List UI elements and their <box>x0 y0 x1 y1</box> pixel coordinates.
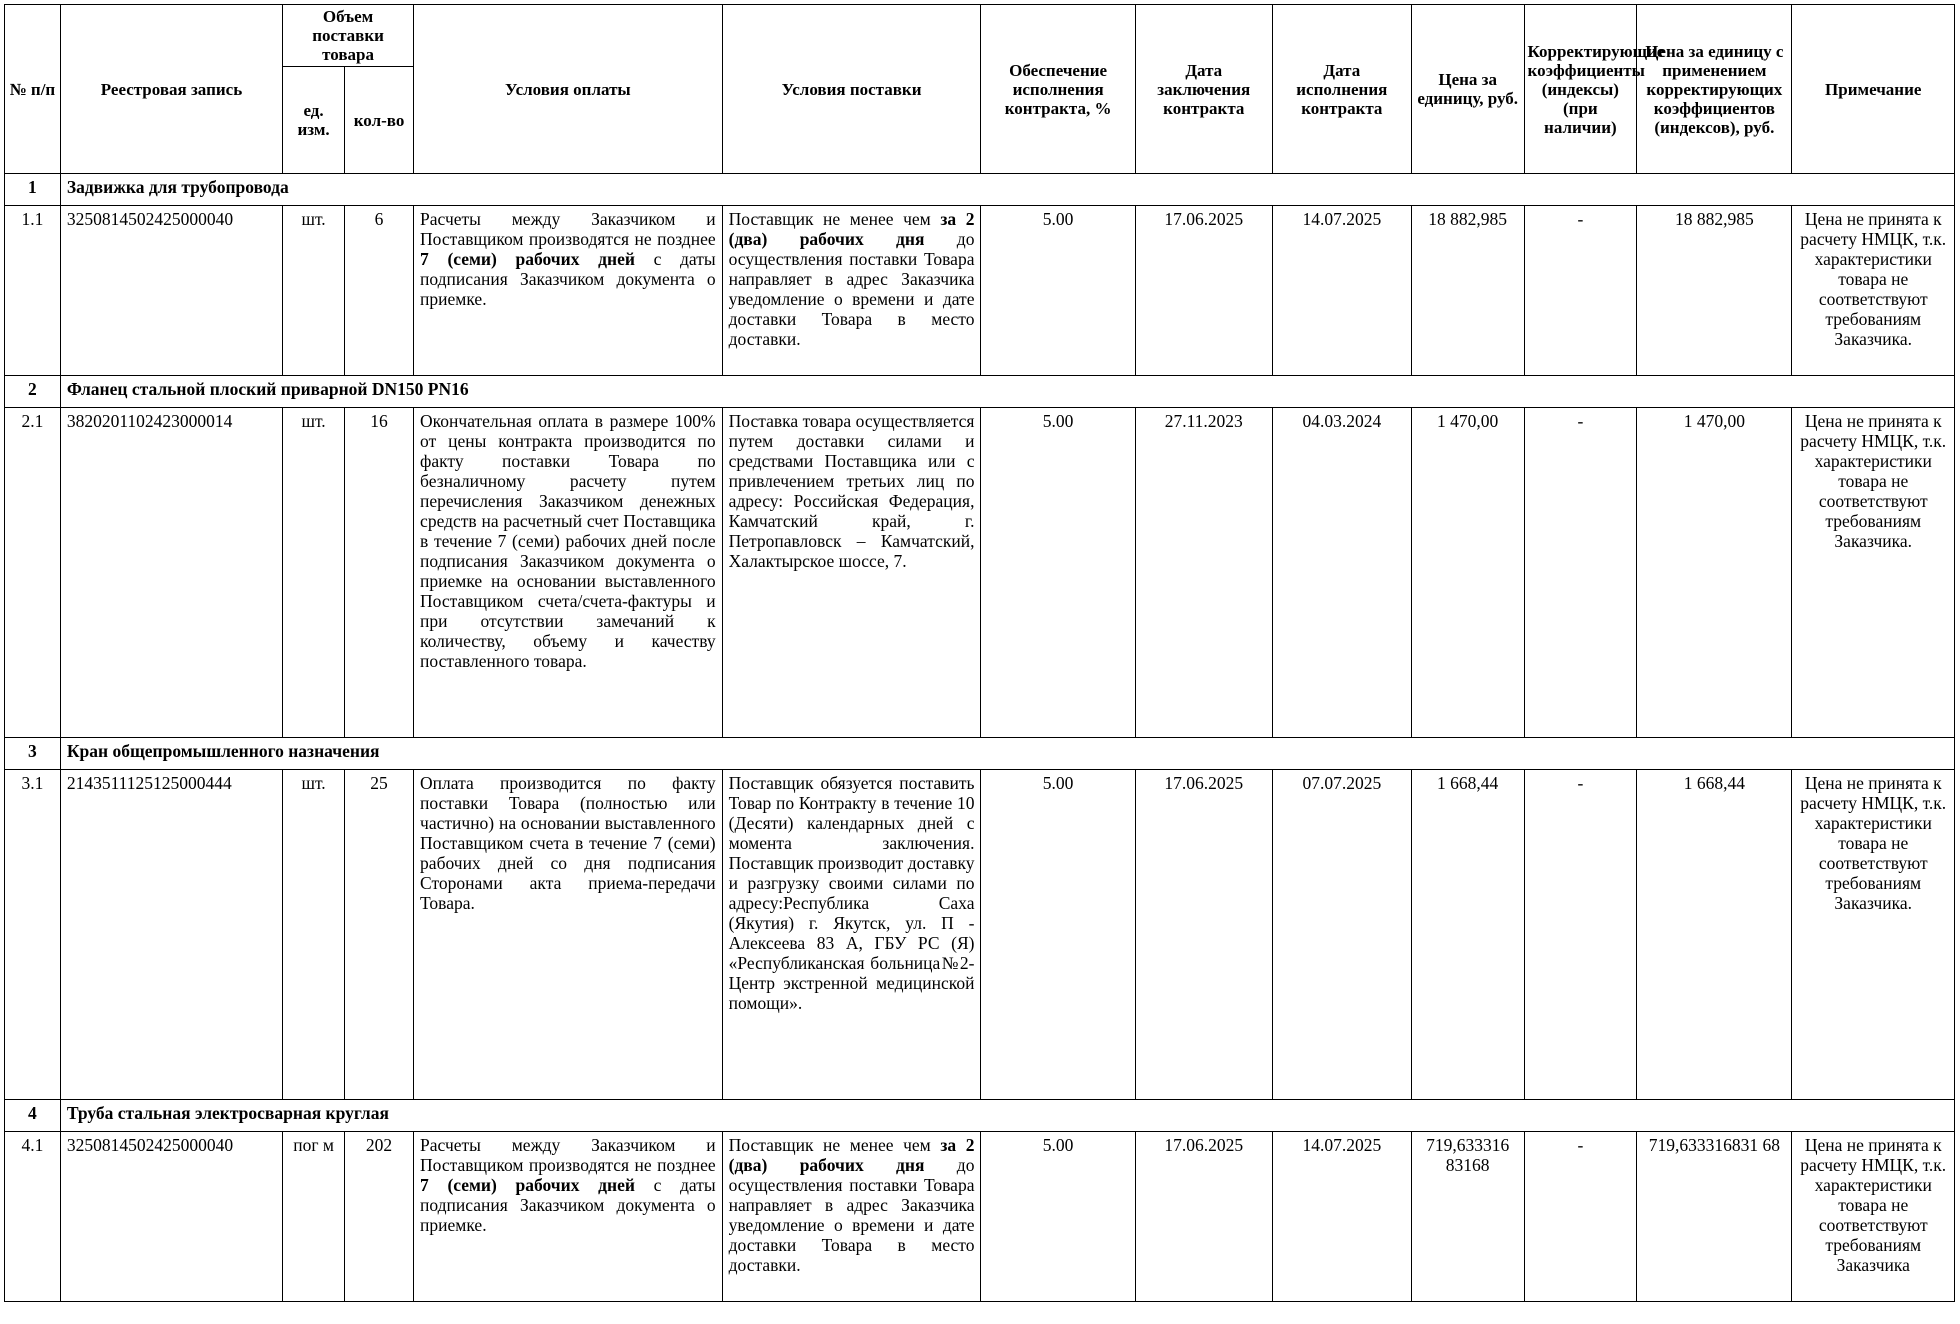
execution-date-cell: 07.07.2025 <box>1272 770 1411 1100</box>
conclusion-date-cell: 27.11.2023 <box>1135 408 1272 738</box>
coefficients-cell: - <box>1524 408 1637 738</box>
section-row <box>5 174 1955 206</box>
delivery-terms: Поставщик не менее чем за 2 (два) рабочих дня до осуществления поставки Товара направляет в адрес Заказчика уведомление о времени и дате доставки Товара в место доставки. <box>722 1132 981 1302</box>
unit-cell: шт. <box>283 206 345 376</box>
table-row <box>5 770 1955 1100</box>
section-row <box>5 738 1955 770</box>
coefficients-cell: - <box>1524 770 1637 1100</box>
conclusion-date-cell: 17.06.2025 <box>1135 1132 1272 1302</box>
adj-price-cell: 18 882,985 <box>1637 206 1792 376</box>
header-conclusion-date: Дата заключения контракта <box>1135 5 1272 174</box>
unit-cell: шт. <box>283 770 345 1100</box>
header-registry: Реестровая запись <box>60 5 282 174</box>
security-cell: 5.00 <box>981 1132 1135 1302</box>
execution-date-cell: 14.07.2025 <box>1272 206 1411 376</box>
payment-terms: Окончательная оплата в размере 100% от цены контракта производится по факту поставки Товара по безналичному расчету путем перечисления Заказчиком денежных средств на расчетный счет Поставщика в течение 7 (семи) рабочих дней после подписания Заказчиком документа о приемке на основании выставленного Поставщиком счета/счета-фактуры и при отсутствии замечаний к количеству, объему и качеству поставленного товара. <box>414 408 723 738</box>
header-execution-date: Дата исполнения контракта <box>1272 5 1411 174</box>
section-number: 1 <box>5 174 61 206</box>
section-number: 3 <box>5 738 61 770</box>
registry-entry: 3250814502425000040 <box>60 206 282 376</box>
section-number: 2 <box>5 376 61 408</box>
note-cell: Цена не принята к расчету НМЦК, т.к. характеристики товара не соответствуют требованиям Заказчика. <box>1792 770 1955 1100</box>
qty-cell: 16 <box>345 408 414 738</box>
adj-price-cell: 1 668,44 <box>1637 770 1792 1100</box>
note-cell: Цена не принята к расчету НМЦК, т.к. характеристики товара не соответствуют требованиям Заказчика <box>1792 1132 1955 1302</box>
delivery-terms: Поставщик не менее чем за 2 (два) рабочих дня до осуществления поставки Товара направляет в адрес Заказчика уведомление о времени и дате доставки Товара в место доставки. <box>722 206 981 376</box>
header-security: Обеспечение исполнения контракта, % <box>981 5 1135 174</box>
section-title: Труба стальная электросварная круглая <box>60 1100 1954 1132</box>
execution-date-cell: 04.03.2024 <box>1272 408 1411 738</box>
security-cell: 5.00 <box>981 206 1135 376</box>
section-title: Кран общепромышленного назначения <box>60 738 1954 770</box>
payment-terms: Оплата производится по факту поставки Товара (полностью или частично) на основании выставленного Поставщиком счета в течение 7 (семи) рабочих дней со дня подписания Сторонами акта приема-передачи Товара. <box>414 770 723 1100</box>
row-number: 2.1 <box>5 408 61 738</box>
registry-table <box>4 4 1955 1302</box>
note-cell: Цена не принята к расчету НМЦК, т.к. характеристики товара не соответствуют требованиям Заказчика. <box>1792 408 1955 738</box>
table-row <box>5 1132 1955 1302</box>
qty-cell: 202 <box>345 1132 414 1302</box>
table-row <box>5 206 1955 376</box>
security-cell: 5.00 <box>981 770 1135 1100</box>
row-number: 1.1 <box>5 206 61 376</box>
section-title: Фланец стальной плоский приварной DN150 PN16 <box>60 376 1954 408</box>
unit-price-cell: 719,633316 83168 <box>1411 1132 1524 1302</box>
security-cell: 5.00 <box>981 408 1135 738</box>
section-row <box>5 1100 1955 1132</box>
header-adj-price: Цена за единицу с применением корректирующих коэффициентов (индексов), руб. <box>1637 5 1792 174</box>
conclusion-date-cell: 17.06.2025 <box>1135 206 1272 376</box>
adj-price-cell: 719,633316831 68 <box>1637 1132 1792 1302</box>
unit-price-cell: 1 470,00 <box>1411 408 1524 738</box>
header-volume: Объем поставки товара <box>283 5 414 67</box>
header-num: № п/п <box>5 5 61 174</box>
header-coefficients: Корректирующие коэффициенты (индексы) (при наличии) <box>1524 5 1637 174</box>
conclusion-date-cell: 17.06.2025 <box>1135 770 1272 1100</box>
qty-cell: 25 <box>345 770 414 1100</box>
section-row <box>5 376 1955 408</box>
header-delivery: Условия поставки <box>722 5 981 174</box>
note-cell: Цена не принята к расчету НМЦК, т.к. характеристики товара не соответствуют требованиям Заказчика. <box>1792 206 1955 376</box>
header-unit: ед. изм. <box>283 67 345 174</box>
payment-terms: Расчеты между Заказчиком и Поставщиком производятся не позднее 7 (семи) рабочих дней с даты подписания Заказчиком документа о приемке. <box>414 1132 723 1302</box>
row-number: 4.1 <box>5 1132 61 1302</box>
header-note: Примечание <box>1792 5 1955 174</box>
coefficients-cell: - <box>1524 1132 1637 1302</box>
header-unit-price: Цена за единицу, руб. <box>1411 5 1524 174</box>
coefficients-cell: - <box>1524 206 1637 376</box>
unit-price-cell: 18 882,985 <box>1411 206 1524 376</box>
section-title: Задвижка для трубопровода <box>60 174 1954 206</box>
table-row <box>5 408 1955 738</box>
unit-cell: шт. <box>283 408 345 738</box>
unit-cell: пог м <box>283 1132 345 1302</box>
registry-entry: 3820201102423000014 <box>60 408 282 738</box>
registry-entry: 2143511125125000444 <box>60 770 282 1100</box>
header-qty: кол-во <box>345 67 414 174</box>
section-number: 4 <box>5 1100 61 1132</box>
payment-terms: Расчеты между Заказчиком и Поставщиком производятся не позднее 7 (семи) рабочих дней с даты подписания Заказчиком документа о приемке. <box>414 206 723 376</box>
delivery-terms: Поставщик обязуется поставить Товар по Контракту в течение 10 (Десяти) календарных дней с момента заключения. Поставщик производит доставку и разгрузку своими силами по адресу:Республика Саха (Якутия) г. Якутск, ул. П - Алексеева 83 А, ГБУ РС (Я) «Республиканская больница№2-Центр экстренной медицинской помощи». <box>722 770 981 1100</box>
header-payment: Условия оплаты <box>414 5 723 174</box>
qty-cell: 6 <box>345 206 414 376</box>
registry-entry: 3250814502425000040 <box>60 1132 282 1302</box>
row-number: 3.1 <box>5 770 61 1100</box>
adj-price-cell: 1 470,00 <box>1637 408 1792 738</box>
unit-price-cell: 1 668,44 <box>1411 770 1524 1100</box>
execution-date-cell: 14.07.2025 <box>1272 1132 1411 1302</box>
delivery-terms: Поставка товара осуществляется путем доставки силами и средствами Поставщика или с привлечением третьих лиц по адресу: Российская Федерация, Камчатский край, г. Петропавловск – Камчатский, Халактырское шоссе, 7. <box>722 408 981 738</box>
